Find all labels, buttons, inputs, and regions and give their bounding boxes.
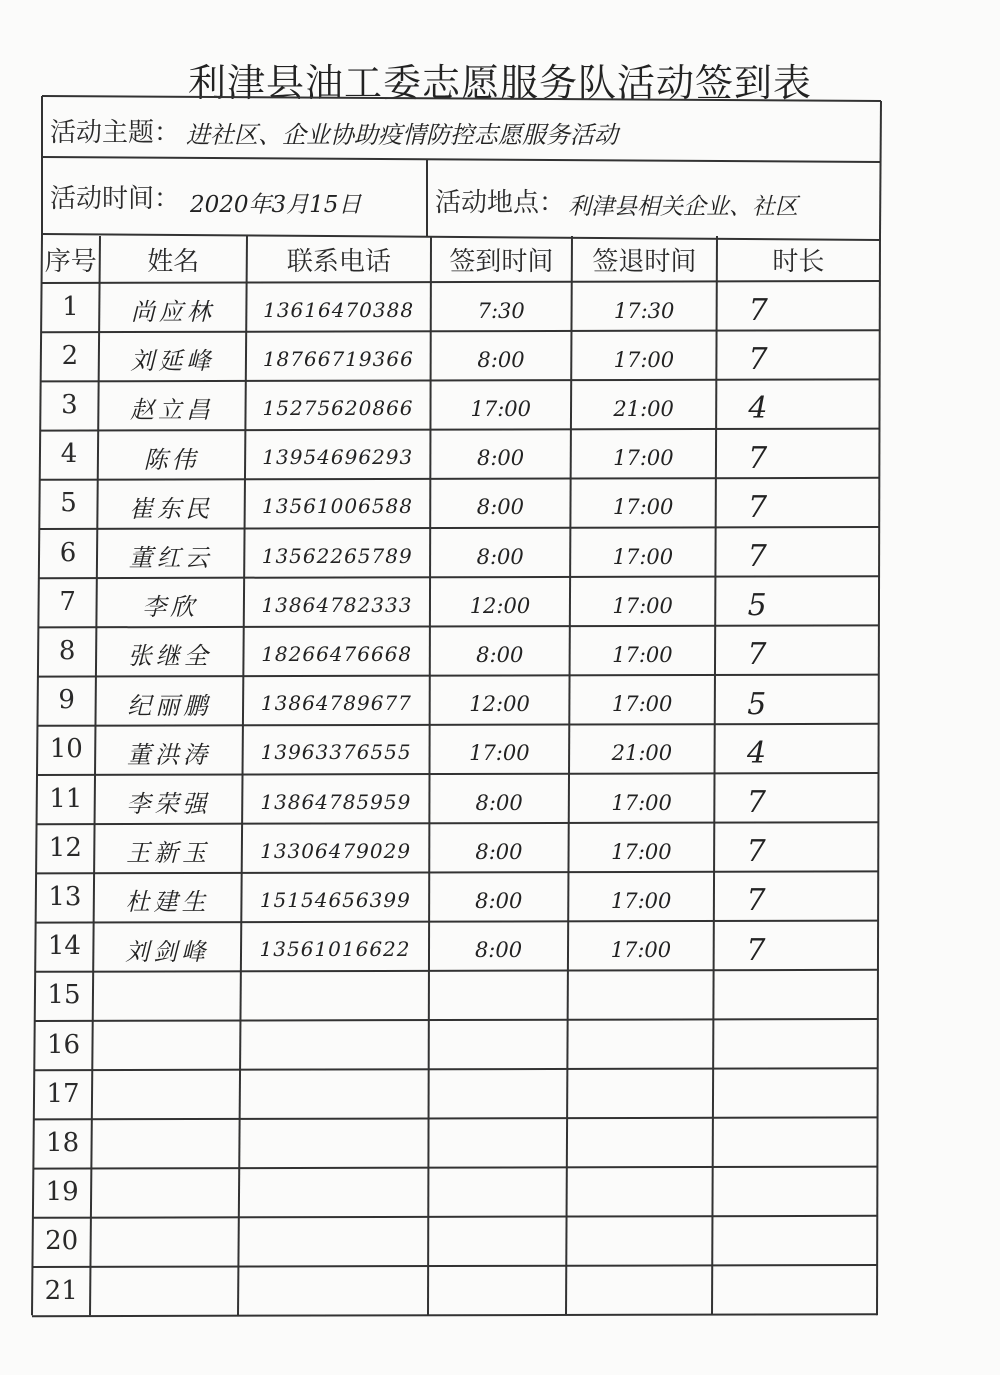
signer-phone: 13954696293 (262, 445, 414, 470)
signout-time: 17:00 (612, 593, 673, 618)
col-header-no: 序号 (44, 246, 97, 277)
signer-phone (239, 1220, 429, 1269)
row-number: 9 (58, 685, 75, 716)
duration-hours: 4 (748, 391, 768, 427)
signin-time: 8:00 (474, 938, 523, 963)
col-header-phone: 联系电话 (286, 246, 391, 277)
signin-time: 17:00 (469, 741, 530, 766)
row-number: 10 (49, 734, 83, 765)
signer-phone: 13864789677 (260, 691, 412, 716)
signout-time: 17:00 (610, 938, 672, 963)
signer-name: 刘剑峰 (125, 937, 210, 966)
duration-hours: 7 (748, 293, 768, 329)
row-number: 5 (60, 488, 77, 519)
signer-name: 尚应林 (130, 298, 215, 327)
row-number: 17 (46, 1078, 80, 1109)
signout-time: 21:00 (613, 396, 674, 421)
signer-name: 张继全 (127, 642, 212, 671)
signer-name: 董红云 (128, 544, 213, 573)
signout-time: 17:00 (613, 446, 674, 471)
duration-hours: 7 (746, 834, 766, 870)
col-header-duration: 时长 (772, 246, 825, 277)
signer-name: 纪丽鹏 (127, 691, 212, 720)
signout-time: 17:00 (611, 692, 673, 717)
row-number: 7 (59, 586, 76, 617)
signer-name: 董洪涛 (126, 740, 211, 769)
signer-phone (240, 1072, 429, 1121)
duration-hours: 4 (747, 735, 767, 771)
row-number: 13 (48, 881, 82, 912)
signer-name (92, 1121, 240, 1170)
duration-hours: 7 (748, 342, 768, 378)
duration-hours (673, 1172, 838, 1221)
signin-time (429, 1073, 568, 1122)
signer-phone: 18266476668 (261, 641, 413, 666)
row-number: 15 (47, 980, 81, 1011)
signout-time: 21:00 (611, 741, 673, 766)
row-number: 18 (46, 1127, 80, 1158)
duration-hours: 7 (746, 785, 766, 821)
signer-name: 王新玉 (126, 839, 211, 868)
row-number: 16 (46, 1029, 81, 1060)
signin-time: 8:00 (477, 347, 525, 372)
signer-name: 陈伟 (143, 445, 200, 474)
signin-time (429, 975, 568, 1024)
col-header-signin: 签到时间 (449, 246, 554, 277)
signer-name (90, 1269, 238, 1318)
duration-hours (673, 1073, 838, 1122)
signout-time: 17:00 (613, 347, 675, 372)
signout-time: 17:00 (611, 790, 672, 815)
signer-name: 李荣强 (126, 790, 211, 819)
signer-name (93, 974, 241, 1023)
signout-time: 17:00 (612, 642, 673, 667)
signin-time: 8:00 (477, 446, 525, 471)
duration-hours: 7 (746, 932, 766, 968)
row-number: 1 (62, 291, 79, 322)
row-number: 6 (59, 537, 77, 568)
signer-phone: 13864785959 (260, 789, 412, 814)
signin-time (429, 1024, 568, 1073)
row-number: 3 (61, 389, 78, 420)
signer-phone: 13561006588 (262, 494, 413, 519)
time-value: 2020年3月15日 (190, 191, 362, 218)
time-label: 活动时间： (50, 183, 181, 214)
col-header-signout: 签退时间 (592, 246, 697, 277)
col-header-name: 姓名 (147, 246, 200, 277)
signer-phone: 13864782333 (261, 592, 413, 617)
row-number: 4 (60, 439, 78, 470)
signer-phone: 18766719366 (262, 346, 414, 371)
signout-time: 17:30 (613, 298, 675, 323)
signer-name (92, 1072, 240, 1121)
duration-hours (672, 1221, 837, 1270)
signout-time: 17:00 (612, 544, 674, 569)
signer-phone: 13561016622 (259, 937, 411, 962)
signer-phone (240, 1023, 428, 1072)
page-title: 利津县油工委志愿服务队活动签到表 (187, 61, 812, 105)
row-number: 8 (58, 635, 76, 666)
signin-time: 8:00 (476, 495, 524, 520)
signer-name: 杜建生 (125, 888, 210, 917)
signer-phone (238, 1269, 428, 1318)
signer-name (91, 1171, 239, 1220)
signer-phone: 15154656399 (259, 887, 411, 912)
signer-name (93, 1023, 241, 1072)
signout-time: 17:00 (611, 839, 672, 864)
signin-time (428, 1221, 566, 1270)
signin-time (428, 1122, 566, 1171)
row-number: 21 (44, 1275, 78, 1306)
row-number: 19 (45, 1177, 79, 1208)
duration-hours (672, 1270, 837, 1319)
signin-time: 8:00 (475, 790, 523, 815)
signin-time: 8:00 (476, 544, 524, 569)
duration-hours: 5 (747, 588, 767, 624)
location-label: 活动地点： (435, 187, 566, 218)
duration-hours: 5 (747, 686, 767, 722)
theme-value: 进社区、企业协助疫情防控志愿服务活动 (186, 120, 618, 149)
signer-phone: 15275620866 (262, 395, 414, 420)
signin-time: 8:00 (476, 642, 524, 667)
signer-phone: 13562265789 (261, 543, 413, 568)
signer-name: 赵立昌 (130, 396, 214, 425)
duration-hours: 7 (747, 637, 767, 673)
signer-phone (239, 1171, 428, 1220)
signin-time: 17:00 (470, 396, 532, 421)
row-number: 20 (45, 1226, 79, 1257)
signout-time: 17:00 (610, 888, 672, 913)
signin-time (428, 1172, 566, 1221)
signin-time (428, 1270, 566, 1319)
row-number: 12 (48, 832, 82, 863)
row-number: 2 (61, 340, 79, 371)
duration-hours: 7 (747, 539, 767, 575)
signer-phone (239, 1121, 428, 1170)
signer-phone: 13306479029 (260, 838, 412, 863)
duration-hours (673, 1024, 837, 1073)
signer-name: 李欣 (142, 593, 199, 622)
signer-name (91, 1220, 239, 1269)
signer-phone (241, 974, 429, 1023)
duration-hours (673, 975, 837, 1024)
theme-label: 活动主题： (50, 117, 181, 148)
row-number: 14 (47, 931, 81, 962)
duration-hours: 7 (746, 883, 766, 919)
location-value: 利津县相关企业、社区 (568, 193, 798, 220)
signer-phone: 13616470388 (263, 297, 415, 322)
row-number: 11 (49, 783, 83, 814)
duration-hours: 7 (747, 489, 768, 525)
signer-name: 刘延峰 (130, 347, 215, 376)
signin-time: 8:00 (475, 888, 523, 913)
duration-hours (673, 1122, 838, 1171)
duration-hours: 7 (748, 440, 768, 476)
signin-time: 12:00 (469, 593, 531, 618)
signin-time: 8:00 (475, 839, 523, 864)
signout-time: 17:00 (612, 495, 674, 520)
signer-phone: 13963376555 (260, 740, 412, 765)
signer-name: 崔东民 (129, 494, 214, 523)
signin-time: 7:30 (477, 298, 525, 323)
signin-time: 12:00 (469, 692, 530, 717)
